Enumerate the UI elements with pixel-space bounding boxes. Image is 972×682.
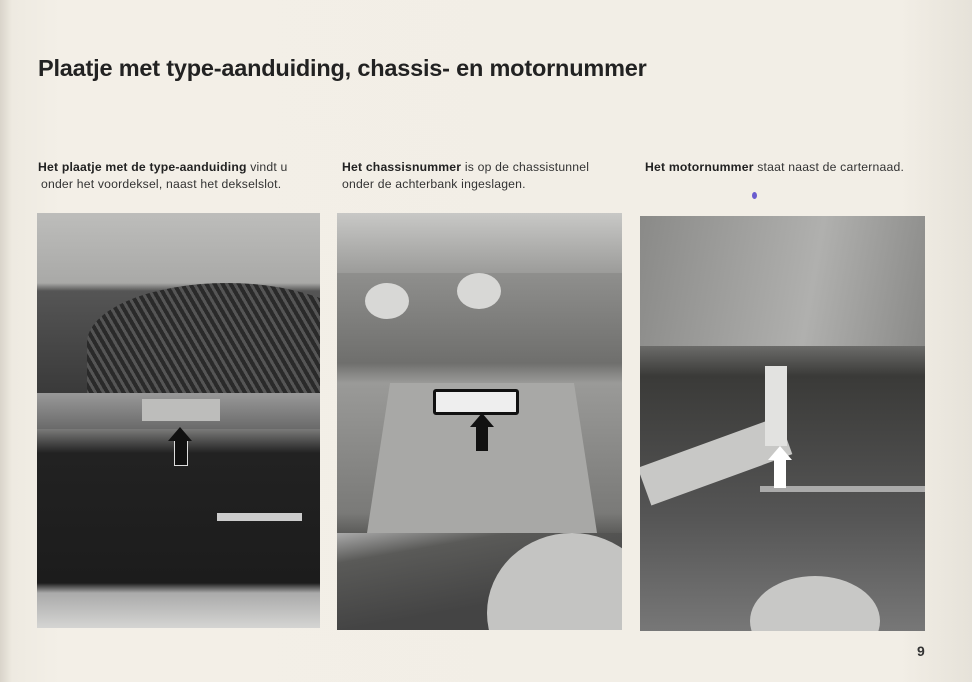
grommet — [365, 283, 409, 319]
ink-mark — [752, 192, 757, 199]
engine-shroud — [640, 216, 925, 346]
caption-bold: Het motornummer — [645, 160, 754, 174]
spare-tire — [87, 283, 320, 403]
grommet — [457, 273, 501, 309]
type-plate — [142, 399, 220, 421]
arrow-up-icon — [168, 427, 192, 441]
photo-chassis-tunnel — [337, 213, 622, 630]
caption-bold: Het chassisnummer — [342, 160, 462, 174]
chassis-number-area — [433, 389, 519, 415]
arrow-shaft — [476, 427, 488, 451]
caption-bold: Het plaatje met de type-aanduiding — [38, 160, 247, 174]
latch — [217, 513, 302, 521]
arrow-shaft — [774, 460, 786, 488]
page-number: 9 — [917, 643, 925, 659]
arrow-up-icon — [768, 446, 792, 460]
caption-text: staat naast de carternaad. — [753, 160, 905, 174]
pulley — [750, 576, 880, 631]
caption-text: vindt u — [246, 160, 288, 174]
photo-front-trunk — [37, 213, 320, 628]
caption-text-line2: onder het voordeksel, naast het dekselslot. — [41, 177, 282, 191]
caption-text-line2: onder de achterbank ingeslagen. — [342, 177, 526, 191]
page-title: Plaatje met type-aanduiding, chassis- en motornummer — [38, 55, 647, 81]
caption-type-plate — [38, 159, 323, 193]
caption-text: is op de chassistunnel — [461, 160, 590, 174]
engine-number-area — [765, 366, 787, 446]
arrow-up-icon — [470, 413, 494, 427]
caption-chassis-number — [342, 159, 632, 193]
photo-engine — [640, 216, 925, 631]
arrow-shaft — [174, 441, 188, 466]
rear-seat — [337, 213, 622, 273]
caption-engine-number — [645, 159, 945, 176]
